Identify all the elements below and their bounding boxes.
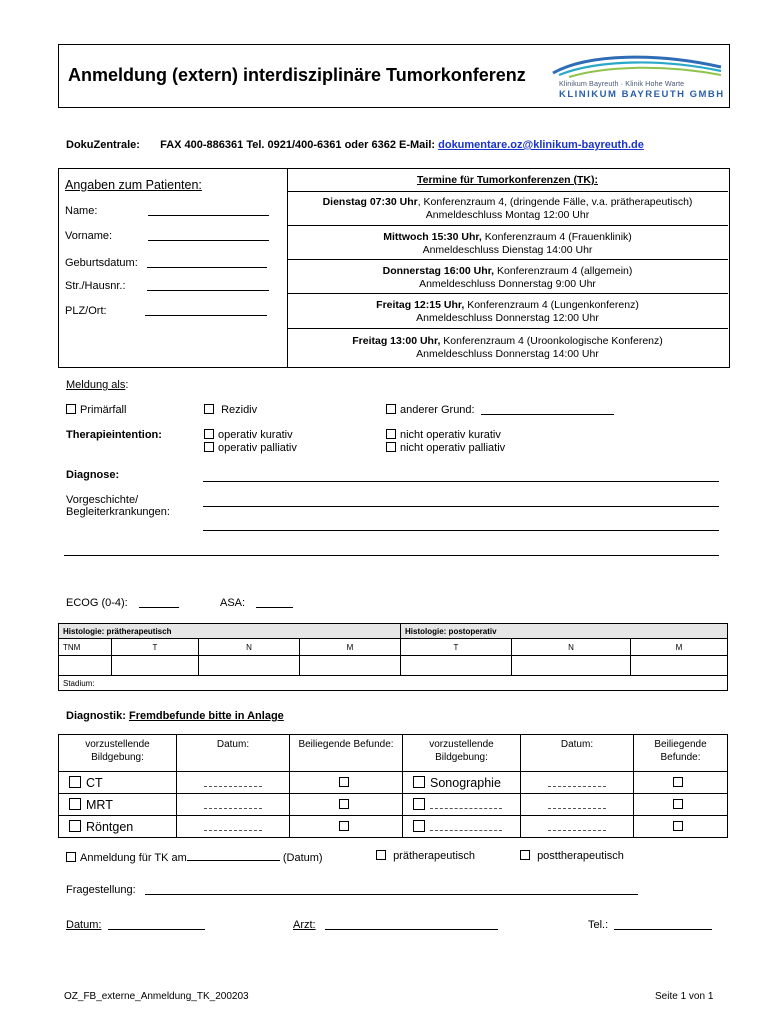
other-imaging-checkbox-2[interactable] [403, 816, 521, 838]
checkbox-icon [66, 404, 76, 414]
meldung-heading: Meldung als: [66, 379, 129, 391]
tnm-label-row [59, 639, 728, 656]
ecog-field[interactable] [139, 607, 179, 608]
histology-post-label: Histologie: postoperativ [401, 624, 728, 639]
vorname-label: Vorname: [65, 230, 113, 242]
pre-m-field[interactable] [300, 656, 401, 676]
pre-t-field[interactable] [112, 656, 199, 676]
checkbox-icon [69, 798, 81, 810]
befunde-header: Beiliegende Befunde: [634, 735, 728, 772]
vorgeschichte-field-1[interactable] [203, 506, 719, 507]
termin-item: Dienstag 07:30 Uhr, Konferenzraum 4, (dringende Fälle, v.a. prätherapeutisch) Anmeldeschluss Montag 12:00 Uhr [287, 191, 728, 226]
other-befunde-checkbox-2[interactable] [634, 816, 728, 838]
contact-line [66, 139, 644, 151]
asa-field[interactable] [256, 607, 293, 608]
table-row [59, 816, 728, 838]
vorgeschichte-label: Vorgeschichte/ Begleiterkrankungen: [66, 494, 170, 518]
datum-header: Datum: [521, 735, 634, 772]
plz-ort-label: PLZ/Ort: [65, 305, 107, 317]
checkbox-icon [339, 777, 349, 787]
checkbox-icon [386, 429, 396, 439]
pre-n-label: N [199, 639, 300, 656]
histology-pre-label: Histologie: prätherapeutisch [59, 624, 401, 639]
sonographie-checkbox[interactable]: Sonographie [403, 772, 521, 794]
tel-label: Tel.: [588, 919, 609, 931]
fragestellung-field[interactable] [145, 894, 638, 895]
anderer-grund-checkbox[interactable]: anderer Grund: [386, 404, 475, 416]
termin-item: Mittwoch 15:30 Uhr, Konferenzraum 4 (Frauenklinik) Anmeldeschluss Dienstag 14:00 Uhr [287, 227, 728, 260]
checkbox-icon [413, 776, 425, 788]
post-n-field[interactable] [512, 656, 631, 676]
geburtsdatum-label: Geburtsdatum: [65, 257, 138, 269]
post-t-label: T [401, 639, 512, 656]
mrt-befunde-checkbox[interactable] [290, 794, 403, 816]
pre-m-label: M [300, 639, 401, 656]
termin-item: Freitag 13:00 Uhr, Konferenzraum 4 (Uroonkologische Konferenz) Anmeldeschluss Donnerstag 14:00 Uhr [352, 335, 663, 360]
datum-field[interactable] [108, 929, 205, 930]
termine-heading: Termine für Tumorkonferenzen (TK): [287, 169, 728, 192]
roentgen-datum-field[interactable] [177, 816, 290, 838]
table-row [59, 794, 728, 816]
post-m-label: M [631, 639, 728, 656]
mrt-checkbox[interactable]: MRT [59, 794, 177, 816]
histology-table [58, 623, 728, 691]
checkbox-icon [339, 821, 349, 831]
checkbox-icon [386, 404, 396, 414]
checkbox-icon [673, 799, 683, 809]
plz-ort-field[interactable] [145, 315, 267, 316]
termin-item: Donnerstag 16:00 Uhr, Konferenzraum 4 (allgemein) Anmeldeschluss Donnerstag 9:00 Uhr [287, 261, 728, 294]
checkbox-icon [413, 798, 425, 810]
nicht-operativ-palliativ-checkbox[interactable]: nicht operativ palliativ [386, 442, 505, 454]
checkbox-icon [673, 821, 683, 831]
datum-header: Datum: [177, 735, 290, 772]
befunde-header: Beiliegende Befunde: [290, 735, 403, 772]
checkbox-icon [69, 776, 81, 788]
checkbox-icon [376, 850, 386, 860]
termine-section [287, 169, 729, 367]
anmeldung-tk-checkbox[interactable]: Anmeldung für TK am (Datum) [66, 850, 323, 864]
vorname-field[interactable] [148, 240, 269, 241]
pre-t-label: T [112, 639, 199, 656]
bildgebung-header: vorzustellende Bildgebung: [59, 735, 177, 772]
table-row [59, 772, 728, 794]
form-header [58, 44, 730, 108]
other-befunde-checkbox-1[interactable] [634, 794, 728, 816]
diagnostik-heading: Diagnostik: Fremdbefunde bitte in Anlage [66, 710, 284, 722]
other-datum-field-1[interactable] [521, 794, 634, 816]
ct-datum-field[interactable] [177, 772, 290, 794]
strasse-label: Str./Hausnr.: [65, 280, 126, 292]
contact-text: FAX 400-886361 Tel. 0921/400-6361 oder 6362 E-Mail: [160, 139, 439, 151]
stadium-row [59, 676, 728, 691]
strasse-field[interactable] [147, 290, 269, 291]
pre-n-field[interactable] [199, 656, 300, 676]
contact-label: DokuZentrale: [66, 139, 140, 151]
ct-befunde-checkbox[interactable] [290, 772, 403, 794]
termin-item: Freitag 12:15 Uhr, Konferenzraum 4 (Lungenkonferenz) Anmeldeschluss Donnerstag 12:00 Uhr [287, 295, 728, 329]
datum-label: Datum: [66, 919, 102, 931]
anmeldung-datum-field [187, 850, 280, 861]
asa-label: ASA: [220, 597, 246, 609]
checkbox-icon [673, 777, 683, 787]
footer-page-number: Seite 1 von 1 [655, 991, 714, 1002]
patient-heading: Angaben zum Patienten: [65, 178, 202, 192]
vorgeschichte-field-3[interactable] [64, 555, 719, 556]
post-m-field[interactable] [631, 656, 728, 676]
posttherapeutisch-checkbox[interactable]: posttherapeutisch [520, 850, 624, 862]
checkbox-icon [413, 820, 425, 832]
patient-termine-box [58, 168, 730, 368]
tnm-label: TNM [59, 639, 112, 656]
post-n-label: N [512, 639, 631, 656]
arzt-label: Arzt: [293, 919, 316, 931]
sonographie-datum-field[interactable] [521, 772, 634, 794]
footer-docid: OZ_FB_externe_Anmeldung_TK_200203 [64, 991, 249, 1002]
bildgebung-header: vorzustellende Bildgebung: [403, 735, 521, 772]
form-title: Anmeldung (extern) interdisziplinäre Tumorkonferenz [68, 65, 526, 85]
contact-email-link[interactable]: dokumentare.oz@klinikum-bayreuth.de [438, 139, 644, 151]
ct-checkbox[interactable]: CT [59, 772, 177, 794]
other-datum-field-2[interactable] [521, 816, 634, 838]
name-field[interactable] [148, 215, 269, 216]
stadium-field[interactable]: Stadium: [59, 676, 728, 691]
primaerfall-checkbox[interactable]: Primärfall [66, 404, 126, 416]
anderer-grund-field[interactable] [481, 414, 614, 415]
nicht-operativ-kurativ-checkbox[interactable]: nicht operativ kurativ [386, 429, 501, 441]
fragestellung-label: Fragestellung: [66, 884, 136, 896]
rezidiv-checkbox[interactable]: Rezidiv [204, 404, 257, 416]
diagnose-label: Diagnose: [66, 469, 120, 481]
checkbox-icon [66, 852, 76, 862]
checkbox-icon [204, 404, 214, 414]
checkbox-icon [69, 820, 81, 832]
tel-field[interactable] [614, 929, 712, 930]
name-label: Name: [65, 205, 98, 217]
operativ-kurativ-checkbox[interactable]: operativ kurativ [204, 429, 293, 441]
checkbox-icon [386, 442, 396, 452]
vorgeschichte-field-2[interactable] [203, 530, 719, 531]
patient-section [59, 169, 288, 367]
diagnostik-table [58, 734, 728, 838]
checkbox-icon [204, 429, 214, 439]
checkbox-icon [204, 442, 214, 452]
checkbox-icon [520, 850, 530, 860]
diagnostik-header-row [59, 735, 728, 772]
post-t-field[interactable] [401, 656, 512, 676]
praetherapeutisch-checkbox[interactable]: prätherapeutisch [376, 850, 475, 862]
logo-text-line1: Klinikum Bayreuth · Klinik Hohe Warte [559, 79, 685, 88]
mrt-datum-field[interactable] [177, 794, 290, 816]
logo-text-line2: KLINIKUM BAYREUTH GMBH [559, 89, 725, 100]
ecog-label: ECOG (0-4): [66, 597, 128, 609]
histology-header-row [59, 624, 728, 639]
operativ-palliativ-checkbox[interactable]: operativ palliativ [204, 442, 297, 454]
roentgen-befunde-checkbox[interactable] [290, 816, 403, 838]
therapieintention-label: Therapieintention: [66, 429, 162, 441]
arzt-field[interactable] [325, 929, 498, 930]
sonographie-befunde-checkbox[interactable] [634, 772, 728, 794]
diagnose-field[interactable] [203, 481, 719, 482]
other-imaging-checkbox-1[interactable] [403, 794, 521, 816]
geburtsdatum-field[interactable] [147, 267, 267, 268]
roentgen-checkbox[interactable]: Röntgen [59, 816, 177, 838]
checkbox-icon [339, 799, 349, 809]
tnm-value-row [59, 656, 728, 676]
